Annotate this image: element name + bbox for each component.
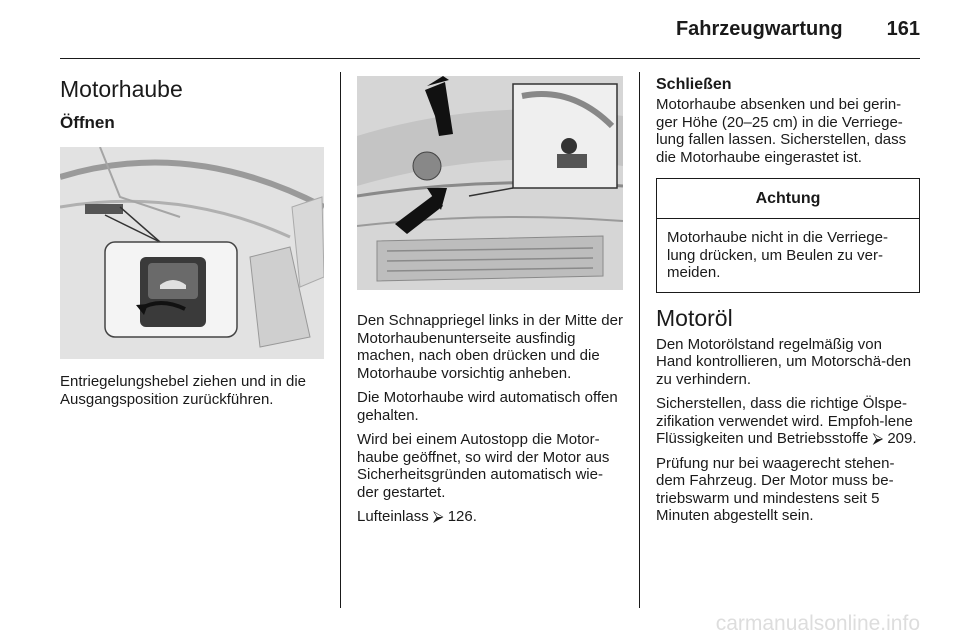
paragraph-auto-hold: Die Motorhaube wird automatisch offen gehalten. xyxy=(357,389,618,424)
watermark: carmanualsonline.info xyxy=(715,612,920,635)
hood-release-lever-illustration xyxy=(60,147,324,359)
page-header xyxy=(676,18,920,41)
caption-line-1: Entriegelungshebel ziehen und in die xyxy=(60,373,307,390)
header-rule xyxy=(60,58,920,59)
subheading-schliessen: Schließen xyxy=(656,76,732,93)
paragraph-autostop: Wird bei einem Autostopp die Motor-haube geöffnet, so wird der Motor aus Sicherheitsgründen automatisch wie-der gestartet. xyxy=(357,431,610,501)
section-heading-motoroel: Motoröl xyxy=(656,304,733,331)
column-divider-2 xyxy=(639,72,640,608)
caption-line-2: Ausgangsposition zurückführen. xyxy=(60,390,274,408)
page-number: 161 xyxy=(886,18,920,40)
cross-reference-air-intake[interactable]: Lufteinlass ⮚ 126. xyxy=(357,508,477,525)
column-3 xyxy=(656,70,920,525)
column-1 xyxy=(60,70,324,408)
column-2 xyxy=(357,70,623,526)
column-divider-1 xyxy=(340,72,341,608)
paragraph-closing: Motorhaube absenken und bei gerin-ger Höhe (20–25 cm) in die Verriege-lung fallen lassen. Sicherstellen, dass die Motorhaube eingerastet ist. xyxy=(656,96,907,166)
section-heading-motorhaube: Motorhaube xyxy=(60,76,183,102)
subheading-oeffnen: Öffnen xyxy=(60,113,115,132)
caution-title: Achtung xyxy=(657,179,919,219)
paragraph-latch-instructions: Den Schnappriegel links in der Mitte der Motorhaubenunterseite ausfindig machen, nach oben drücken und die Motorhaube vorsichtig anheben. xyxy=(357,312,623,382)
chapter-title: Fahrzeugwartung xyxy=(675,18,843,40)
paragraph-oil-check: Den Motorölstand regelmäßig von Hand kontrollieren, um Motorschä-den zu verhindern. xyxy=(656,335,912,388)
caution-box xyxy=(656,178,920,293)
caution-text: Motorhaube nicht in die Verriege-lung drücken, um Beulen zu ver-meiden. xyxy=(667,229,888,281)
paragraph-oil-spec: Sicherstellen, dass die richtige Ölspe-zifikation verwendet wird. Empfoh-lene Flüssigkeiten und Betriebsstoffe ⮚ 209. xyxy=(656,395,917,447)
paragraph-check-conditions: Prüfung nur bei waagerecht stehen-dem Fahrzeug. Der Motor muss be-triebswarm und mindestens seit 5 Minuten abgestellt sein. xyxy=(656,454,895,524)
hood-latch-illustration xyxy=(357,76,623,290)
